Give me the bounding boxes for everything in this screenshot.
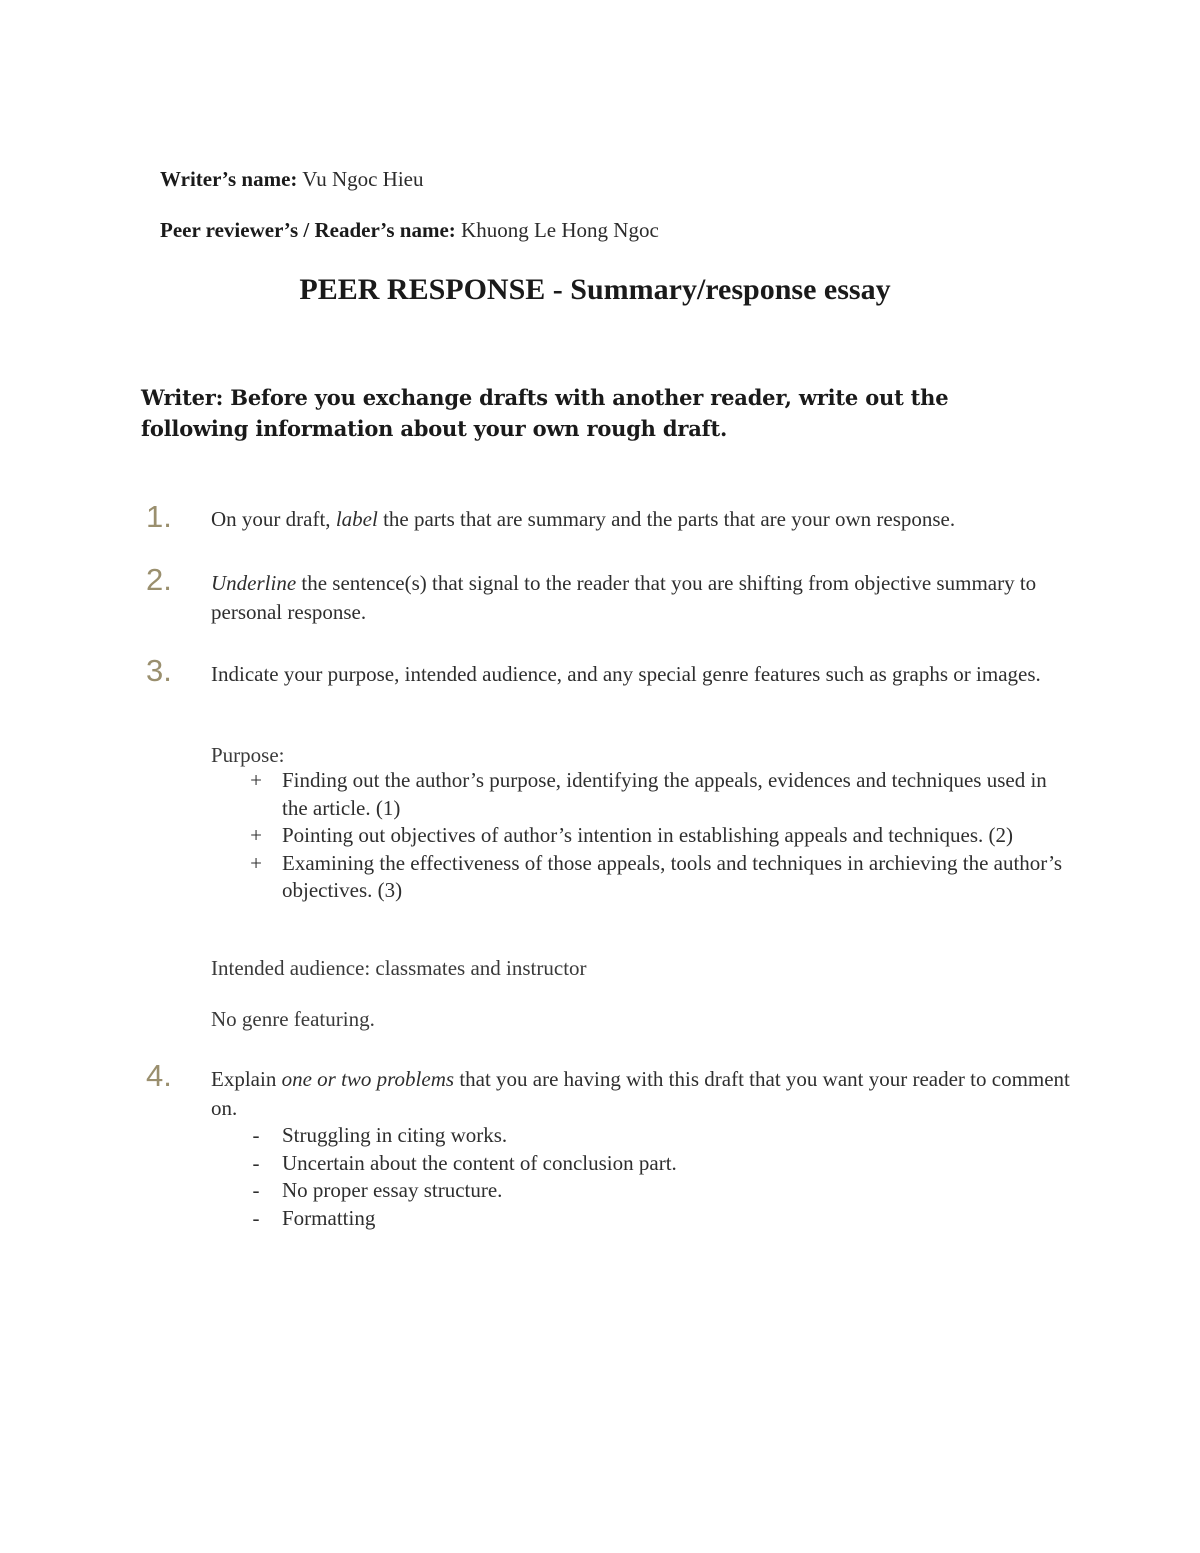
problem-item-text: Uncertain about the content of conclusion part.: [282, 1150, 677, 1175]
dash-bullet: -: [252, 1178, 260, 1202]
reviewer-name-line: [160, 217, 659, 243]
purpose-list: [244, 767, 1064, 905]
intended-audience: Intended audience: classmates and instructor: [211, 956, 587, 980]
purpose-item-text: Examining the effectiveness of those appeals, tools and techniques in archieving the author’s objectives. (3): [282, 850, 1063, 902]
writer-instructions: [141, 382, 1061, 444]
item-2-emphasis: Underline: [211, 571, 297, 595]
list-item-3-text: Indicate your purpose, intended audience, and any special genre features such as graphs or images.: [211, 662, 1041, 686]
problem-item: [244, 1205, 1064, 1233]
genre-note: No genre featuring.: [211, 1007, 375, 1031]
problem-item: [244, 1150, 1064, 1178]
plus-bullet: +: [250, 768, 262, 792]
plus-bullet: +: [250, 850, 262, 875]
purpose-label: Purpose:: [211, 743, 285, 767]
problem-item-text: Struggling in citing works.: [282, 1123, 508, 1147]
reviewer-name-value: Khuong Le Hong Ngoc: [455, 218, 659, 242]
purpose-item: [244, 767, 1064, 822]
writer-instructions-label: Writer:: [141, 385, 224, 410]
item-1-text-end: the parts that are summary and the parts that are your own response.: [377, 507, 956, 531]
list-item-4-text: [211, 1065, 1071, 1123]
purpose-item: [244, 850, 1064, 905]
document-title: PEER RESPONSE - Summary/response essay: [299, 273, 891, 306]
dash-bullet: -: [252, 1205, 260, 1230]
dash-bullet: -: [252, 1150, 260, 1175]
list-number-2: 2.: [146, 562, 172, 597]
writer-instructions-text: Before you exchange drafts with another reader, write out the following information about your own rough draft.: [141, 385, 949, 441]
list-number-1: 1.: [146, 499, 172, 534]
list-number-3: 3.: [146, 653, 172, 688]
problem-item: [244, 1122, 1064, 1150]
list-number-4: 4.: [146, 1058, 172, 1093]
purpose-item: [244, 822, 1064, 850]
purpose-item-text: Finding out the author’s purpose, identifying the appeals, evidences and techniques used in the article. (1): [282, 768, 1047, 820]
item-4-text-end: that you are having with this draft that you want your reader to comment on.: [211, 1067, 1070, 1120]
item-1-emphasis: label: [335, 507, 378, 531]
problem-item: [244, 1177, 1064, 1205]
writer-name-value: Vu Ngoc Hieu: [297, 167, 424, 191]
item-4-emphasis: one or two problems: [281, 1067, 455, 1091]
dash-bullet: -: [252, 1123, 260, 1147]
problems-list: [244, 1122, 1064, 1232]
problem-item-text: Formatting: [282, 1205, 376, 1230]
list-item-1-text: [211, 505, 1071, 534]
item-2-text-end: the sentence(s) that signal to the reader that you are shifting from objective summary to personal response.: [211, 571, 1037, 624]
problem-item-text: No proper essay structure.: [282, 1178, 503, 1202]
plus-bullet: +: [250, 823, 262, 847]
purpose-item-text: Pointing out objectives of author’s intention in establishing appeals and techniques. (2): [282, 823, 1013, 847]
item-1-text-start: On your draft,: [211, 507, 336, 531]
reviewer-name-label: Peer reviewer’s / Reader’s name:: [160, 218, 456, 242]
writer-name-line: [160, 166, 424, 192]
item-4-text-start: Explain: [211, 1067, 282, 1091]
list-item-2-text: [211, 569, 1071, 627]
writer-name-label: Writer’s name:: [160, 167, 298, 191]
